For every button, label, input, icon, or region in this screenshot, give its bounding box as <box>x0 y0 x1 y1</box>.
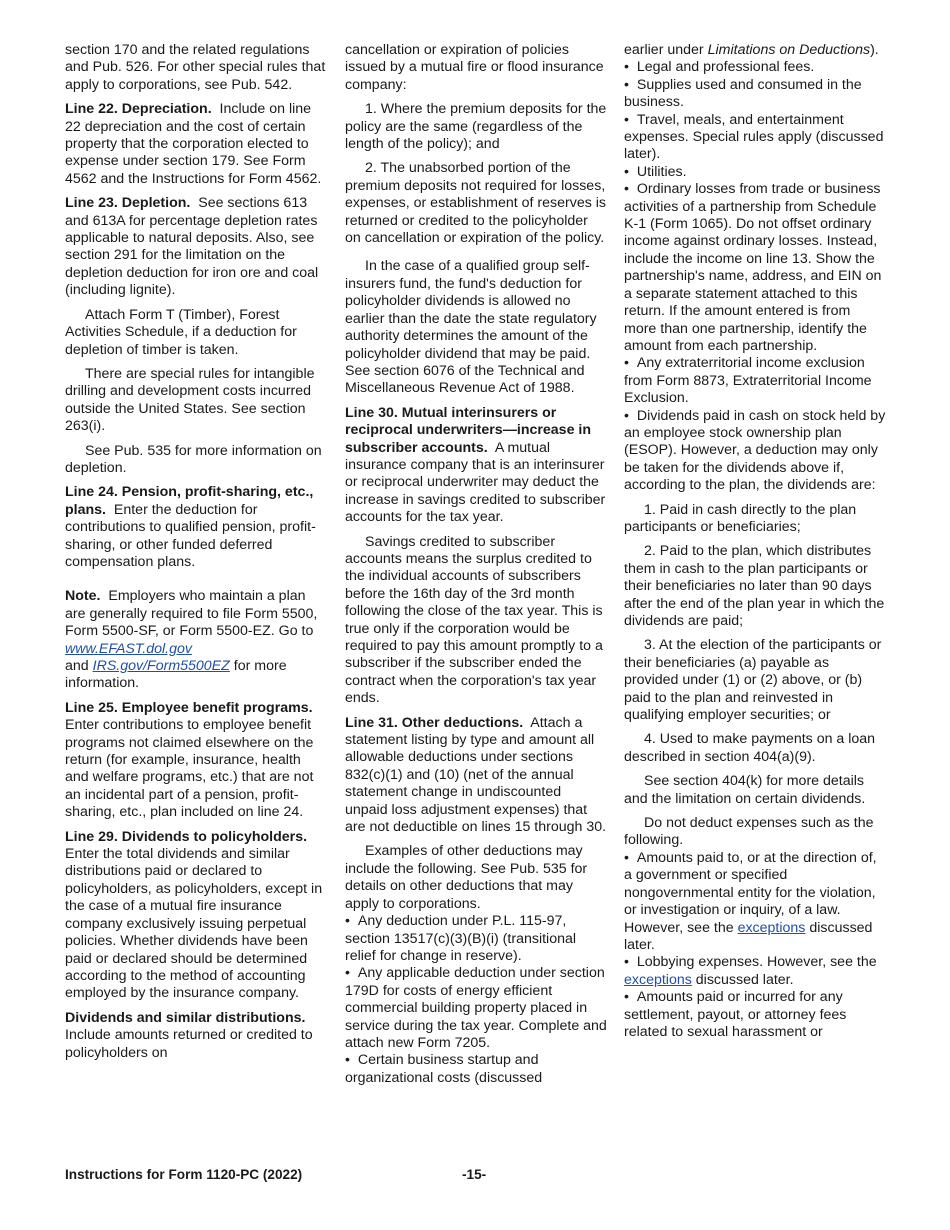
paragraph: section 170 and the related regulations and Pub. 526. For other special rules that apply to corporations, see Pub. 542. <box>65 42 326 93</box>
bullet-item: • Dividends paid in cash on stock held by an employee stock ownership plan (ESOP). However, a deduction may only be taken for the dividends above if, according to the plan, the dividends are: <box>624 408 886 495</box>
bullet-item <box>624 954 886 989</box>
body-text: earlier under <box>624 42 704 58</box>
line-25-section <box>65 700 327 822</box>
bullet-item <box>624 850 886 954</box>
footer-form-title: Instructions for Form 1120-PC (2022) <box>65 1167 303 1182</box>
body-text: A mutual insurance company that is an interinsurer or reciprocal underwriter may deduct the increase in savings credited to subscriber accounts for the tax year. <box>345 439 606 526</box>
heading: Line 30. Mutual interinsurers or reciprocal underwriters—increase in subscriber accounts. <box>345 404 592 456</box>
body-text: Employers who maintain a plan are generally required to file Form 5500, Form 5500-SF, or Form 5500-EZ. Go to <box>65 588 318 640</box>
body-text: Lobbying expenses. However, see the <box>636 954 877 971</box>
numbered-item: 1. Where the premium deposits for the policy are the same (regardless of the length of the policy); and <box>345 101 607 153</box>
note-heading: Note. <box>65 588 101 605</box>
link-text: www.EFAST.dol.gov <box>65 640 192 657</box>
bullet-item: • Travel, meals, and entertainment expenses. Special rules apply (discussed later). <box>624 112 886 164</box>
paragraph: Do not deduct expenses such as the following. <box>624 815 874 849</box>
bullet-item: • Any extraterritorial income exclusion from Form 8873, Extraterritorial Income Exclusion. <box>624 355 886 407</box>
bullet-item: • Legal and professional fees. <box>624 59 886 76</box>
exceptions-link[interactable]: exceptions <box>737 919 806 936</box>
numbered-item: 2. Paid to the plan, which distributes them in cash to the plan participants or their beneficiaries no later than 90 days after the end of the plan year in which the dividends are paid; <box>624 543 885 629</box>
exceptions-link[interactable]: exceptions <box>624 971 692 988</box>
body-text: and <box>65 658 89 674</box>
numbered-item: 2. The unabsorbed portion of the premium deposits not required for losses, expenses, or establishment of reserves is returned or credited to the policyholder on cancellation or expiration of the policy. <box>345 160 607 247</box>
line-23-section <box>65 195 327 299</box>
line-31-section <box>345 715 607 837</box>
bullet-item: • Supplies used and consumed in the business. <box>624 77 886 112</box>
body-text: Include amounts returned or credited to policyholders on <box>65 1027 313 1061</box>
line-30-section <box>345 405 607 527</box>
heading: Line 24. Pension, profit-sharing, etc., plans. <box>65 484 314 518</box>
link-text: IRS.gov/Form5500EZ <box>92 658 230 674</box>
column-1 <box>65 42 327 1069</box>
numbered-item: 1. Paid in cash directly to the plan participants or beneficiaries; <box>624 501 857 535</box>
numbered-item: 4. Used to make payments on a loan described in section 404(a)(9). <box>624 731 876 765</box>
paragraph: In the case of a qualified group self-insurers fund, the fund's deduction for policyholder dividends is allowed no earlier than the date the state regulatory authority determines the amount of the policyholder dividend that may be paid. See section 6076 of the Technical and Miscellaneous Revenue Act of 1988. <box>345 258 597 397</box>
efast-link[interactable] <box>65 641 192 657</box>
heading: Line 31. Other deductions. <box>345 714 524 731</box>
bullet-item: • Ordinary losses from trade or business activities of a partnership from Schedule K-1 (Form 1065). Do not offset ordinary income against ordinary losses. Instead, include the income on line 13. Show the partnership's name, address, and EIN on a separate statement attached to this return. If the amount entered is from more than one partnership, identify the amount from each partnership. <box>624 181 886 355</box>
paragraph: cancellation or expiration of policies issued by a mutual fire or flood insurance company: <box>345 42 604 93</box>
line-22-section <box>65 101 327 188</box>
bullet-item: • Any applicable deduction under section 179D for costs of energy efficient commercial building property placed in service during the tax year. Complete and attach new Form 7205. <box>345 965 607 1052</box>
page-number: -15- <box>462 1167 487 1182</box>
heading: Line 23. Depletion. <box>65 195 191 212</box>
body-text: Attach a statement listing by type and amount all allowable deductions under sections 832(c)(1) and (10) (net of the annual statement change in undiscounted unpaid loss adjustment expenses) that are not deductible on lines 15 through 30. <box>345 714 607 836</box>
body-text: discussed later. <box>624 919 873 953</box>
bullet-item: • Certain business startup and organizational costs (discussed <box>345 1052 607 1087</box>
paragraph <box>624 42 886 59</box>
note <box>65 588 327 692</box>
paragraph: Savings credited to subscriber accounts means the surplus credited to the individual accounts of subscribers before the 16th day of the 3rd month following the close of the tax year. This is true only if the corporation would be required to pay this amount promptly to a subscriber if the subscriber ended the contract when the corporation's tax year ends. <box>345 533 603 707</box>
body-text: See sections 613 and 613A for percentage depletion rates applicable to natural deposits. Also, see section 291 for the limitation on the depletion deduction for iron ore and coal (including lignite). <box>65 195 319 299</box>
line-29-section <box>65 829 327 1003</box>
form5500ez-link[interactable] <box>93 658 230 674</box>
paragraph: See section 404(k) for more details and the limitation on certain dividends. <box>624 773 866 807</box>
line-24-section <box>65 484 327 571</box>
heading: Line 29. Dividends to policyholders. <box>65 828 308 845</box>
body-text: Include on line 22 depreciation and the cost of certain property that the corporation elected to expense under section 179. See Form 4562 and the Instructions for Form 4562. <box>65 101 322 187</box>
paragraph: Attach Form T (Timber), Forest Activities Schedule, if a deduction for depletion of timber is taken. <box>65 306 297 358</box>
heading: Line 22. Depreciation. <box>65 101 212 118</box>
heading: Line 25. Employee benefit programs. <box>65 699 313 716</box>
body-text: Enter contributions to employee benefit programs not claimed elsewhere on the return (for example, insurance, health and welfare programs, etc.) that are not an incidental part of a pension, profit-sharing, etc., plan included on line 24. <box>65 717 314 821</box>
column-3 <box>624 42 886 1041</box>
numbered-item: 3. At the election of the participants or their beneficiaries (a) payable as provided under (1) or (2) above, or (b) paid to the plan and reinvested in qualifying employer securities; or <box>624 637 882 724</box>
body-text: Amounts paid to, or at the direction of, a government or specified nongovernmental entity for the violation, or investigation or inquiry, of a law. However, see the <box>624 849 877 936</box>
bullet-item: • Any deduction under P.L. 115-97, section 13517(c)(3)(B)(i) (transitional relief for change in reserve). <box>345 913 607 965</box>
column-2 <box>345 42 607 1087</box>
body-text: for more information. <box>65 658 287 692</box>
body-text: discussed later. <box>695 971 794 988</box>
body-text: Enter the deduction for contributions to qualified pension, profit-sharing, or other funded deferred compensation plans. <box>65 501 316 570</box>
bullet-item: • Amounts paid or incurred for any settlement, payout, or attorney fees related to sexual harassment or <box>624 989 886 1041</box>
italic-text: Limitations on Deductions <box>707 42 871 58</box>
body-text: ). <box>870 42 879 58</box>
heading: Dividends and similar distributions. <box>65 1009 306 1026</box>
bullet-item: • Utilities. <box>624 164 886 181</box>
paragraph: Examples of other deductions may include the following. See Pub. 535 for details on other deductions that may apply to corporations. <box>345 843 588 912</box>
body-text: Enter the total dividends and similar distributions paid or declared to policyholders, as policyholders, except in the case of a mutual fire insurance company exclusively issuing perpetual policies. Whether dividends have been paid or declared should be determined according to the method of accounting employed by the insurance company. <box>65 846 323 1002</box>
paragraph: There are special rules for intangible drilling and development costs incurred outside the United States. See section 263(i). <box>65 365 315 435</box>
dividends-section <box>65 1010 327 1062</box>
paragraph: See Pub. 535 for more information on depletion. <box>65 442 322 476</box>
